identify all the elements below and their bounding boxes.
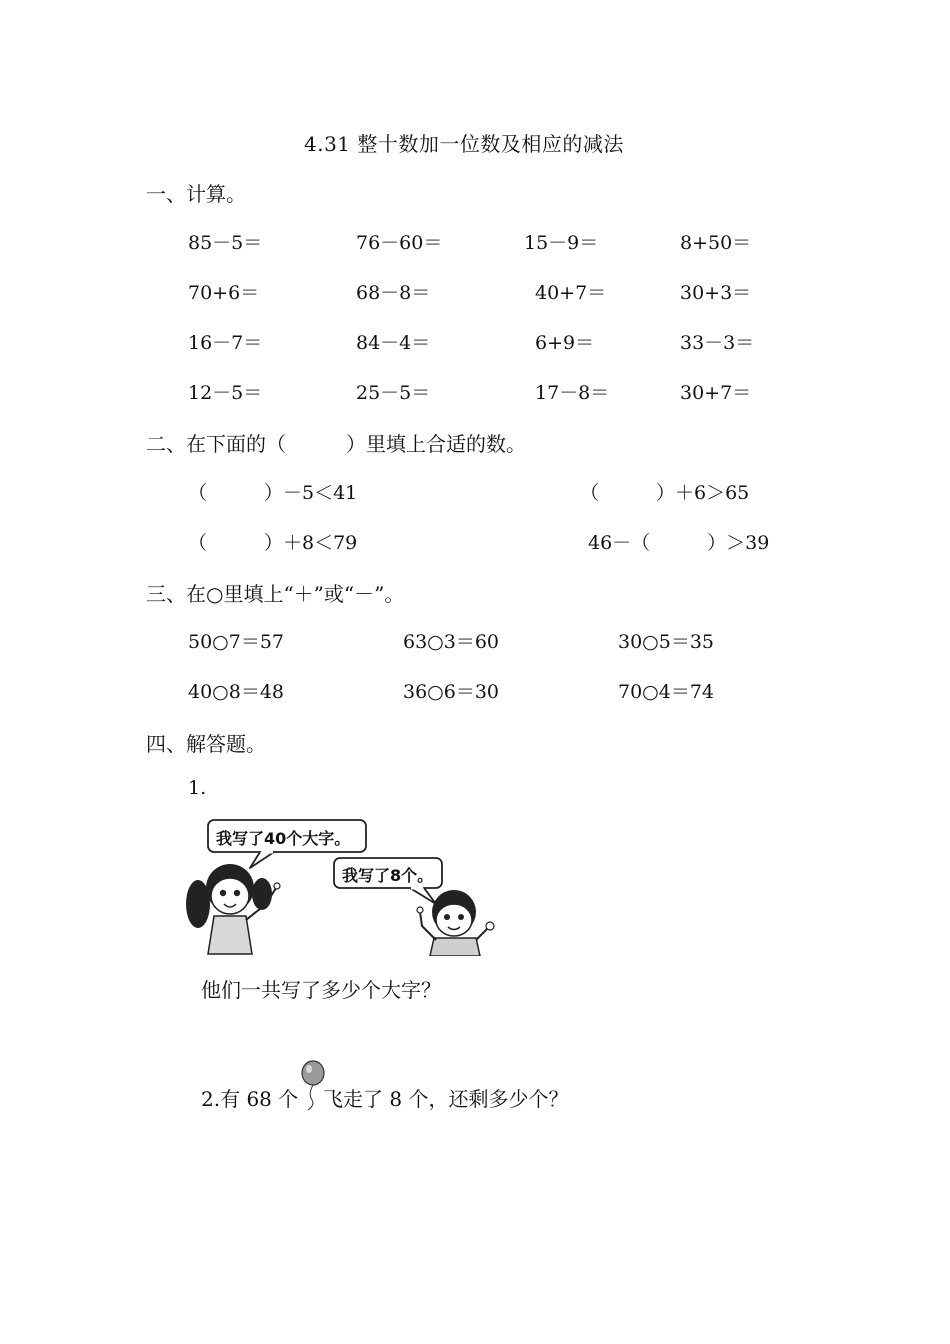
calc-item: 76－60＝ <box>356 232 443 254</box>
calc-item: 85－5＝ <box>188 232 263 254</box>
operator-item: 36○6＝30 <box>403 681 500 703</box>
calc-item: 25－5＝ <box>356 382 431 404</box>
question-1-text: 他们一共写了多少个大字？ <box>201 978 441 1002</box>
calc-item: 16－7＝ <box>188 332 263 354</box>
fill-blank-item: （ ）＋6＞65 <box>580 482 750 504</box>
calc-item: 15－9＝ <box>524 232 599 254</box>
section4-heading: 四、解答题。 <box>146 732 266 756</box>
fill-blank-item: 46－（ ）＞39 <box>588 532 770 554</box>
calc-item: 84－4＝ <box>356 332 431 354</box>
fill-blank-item: （ ）＋8＜79 <box>188 532 358 554</box>
girl-speech-bubble: 我写了40个大字。 <box>216 829 351 848</box>
operator-item: 63○3＝60 <box>403 631 500 653</box>
calc-item: 33－3＝ <box>680 332 755 354</box>
calc-item: 40+7＝ <box>535 282 607 304</box>
calc-item: 12－5＝ <box>188 382 263 404</box>
operator-item: 50○7＝57 <box>188 631 285 653</box>
calc-item: 30+3＝ <box>680 282 752 304</box>
calc-item: 17－8＝ <box>535 382 610 404</box>
operator-item: 30○5＝35 <box>618 631 715 653</box>
children-illustration <box>184 816 504 956</box>
operator-item: 70○4＝74 <box>618 681 715 703</box>
calc-item: 68－8＝ <box>356 282 431 304</box>
calc-item: 6+9＝ <box>535 332 595 354</box>
calc-item: 8+50＝ <box>680 232 752 254</box>
section1-heading: 一、计算。 <box>146 182 246 206</box>
page-title: 4.31 整十数加一位数及相应的减法 <box>304 132 624 156</box>
section2-heading: 二、在下面的（ ）里填上合适的数。 <box>146 432 526 456</box>
boy-speech-bubble: 我写了8个。 <box>342 866 434 885</box>
calc-item: 30+7＝ <box>680 382 752 404</box>
fill-blank-item: （ ）－5＜41 <box>188 482 358 504</box>
question-number: 1. <box>188 777 207 799</box>
calc-item: 70+6＝ <box>188 282 260 304</box>
question-2-prefix: 2.有 68 个 <box>201 1087 299 1111</box>
operator-item: 40○8＝48 <box>188 681 285 703</box>
section3-heading: 三、在○里填上“＋”或“－”。 <box>146 582 405 606</box>
girl-figure <box>186 864 280 954</box>
question-2-suffix: 飞走了 8 个，还剩多少个？ <box>323 1087 569 1111</box>
